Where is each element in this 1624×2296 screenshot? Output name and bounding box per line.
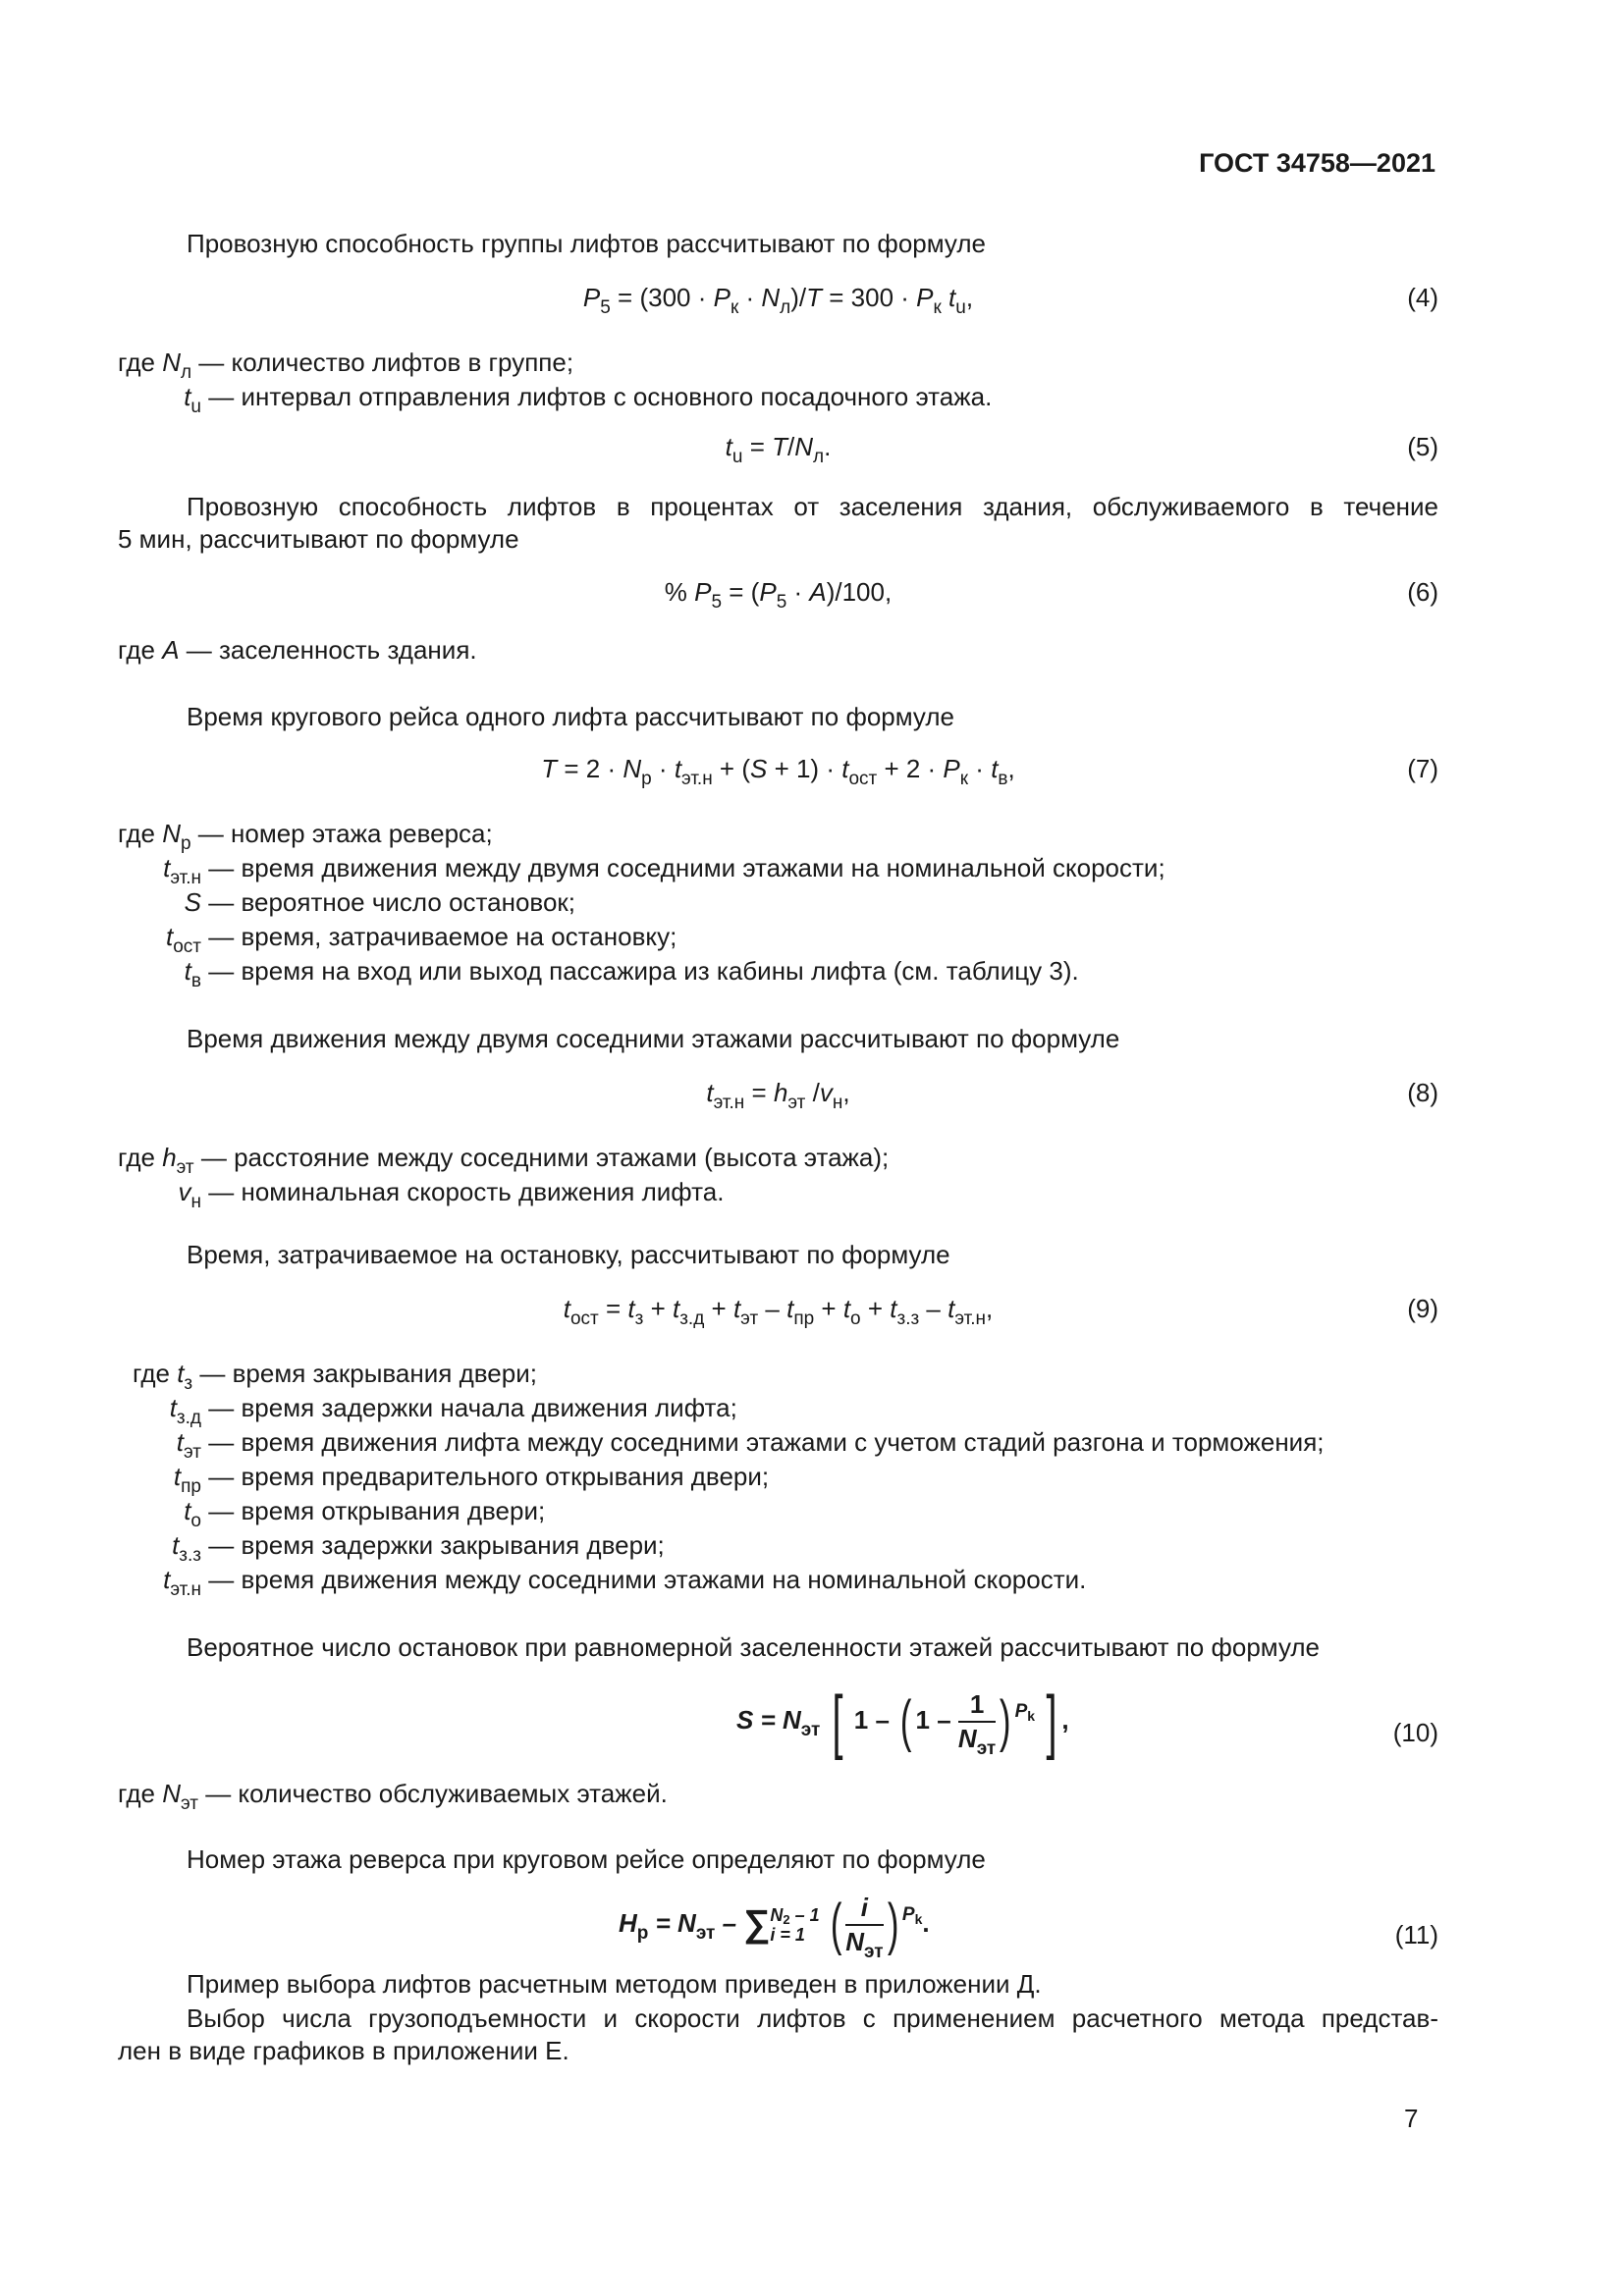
formula-10-expression: $S = N_{эт}$ [ 1 – ( 1 – $\frac{1}{N_{эт}}$ ) $^{P_k}$ ] , (736, 1682, 1069, 1761)
where-9-def-4: — время предварительного открывания двери; (208, 1462, 770, 1491)
formula-5 (118, 432, 1438, 471)
paragraph-2-line-2: 5 мин, рассчитывают по формуле (118, 524, 519, 554)
where-9-def-6: — время задержки закрывания двери; (208, 1530, 665, 1560)
formula-8 (118, 1078, 1438, 1117)
where-4-def-2: — интервал отправления лифтов с основного посадочного этажа. (208, 382, 993, 411)
where-7-line-2: $t_{эт.н}$ — время движения между двумя соседними этажами на номинальной скорости; (163, 853, 1165, 888)
where-9-def-3: — время движения лифта между соседними этажами с учетом стадий разгона и торможения; (208, 1427, 1325, 1457)
where-9-line-3: $t_{эт}$ — время движения лифта между соседними этажами с учетом стадий разгона и торможения; (176, 1427, 1325, 1463)
formula-8-number: (8) (1407, 1078, 1438, 1107)
where-9-def-7: — время движения между соседними этажами на номинальной скорости. (208, 1565, 1087, 1594)
where-9-line-7: $t_{эт.н}$ — время движения между соседними этажами на номинальной скорости. (163, 1565, 1087, 1600)
where-4-def-1: — количество лифтов в группе; (198, 347, 574, 377)
where-9-def-1: — время закрывания двери; (199, 1359, 537, 1388)
where-10-line-1: где $N_{эт}$ — количество обслуживаемых этажей. (118, 1779, 668, 1814)
where-6-def-1: — заселенность здания. (186, 635, 477, 665)
formula-11-expression: $H_p = N_{эт}$ – ∑ $N_2 - 1$ i = 1 ( $\frac{i}{N_{эт}}$ ) $^{P_k}$. (619, 1893, 930, 1962)
paragraph-9-line-2: лен в виде графиков в приложении Е. (118, 2036, 569, 2065)
where-9-line-4: $t_{пр}$ — время предварительного открывания двери; (173, 1462, 770, 1497)
formula-4-number: (4) (1407, 283, 1438, 312)
formula-9 (118, 1294, 1438, 1333)
paragraph-6: Вероятное число остановок при равномерной заселенности этажей рассчитывают по формуле (187, 1632, 1321, 1662)
paragraph-1: Провозную способность группы лифтов рассчитывают по формуле (187, 229, 986, 258)
where-word: где (118, 347, 155, 377)
paragraph-8: Пример выбора лифтов расчетным методом приведен в приложении Д. (187, 1969, 1042, 1999)
where-7-line-3: S — вероятное число остановок; (184, 887, 575, 917)
where-7-line-5: $t_в$ — время на вход или выход пассажира из кабины лифта (см. таблицу 3). (184, 956, 1079, 991)
formula-6 (118, 577, 1438, 616)
where-9-line-6: $t_{з.з}$ — время задержки закрывания двери; (172, 1530, 665, 1566)
formula-4 (118, 283, 1438, 322)
formula-10 (118, 1681, 1438, 1779)
where-9-line-5: $t_о$ — время открывания двери; (184, 1496, 546, 1531)
where-8-def-1: — расстояние между соседними этажами (высота этажа); (200, 1143, 890, 1172)
where-9-line-2: $t_{з.д}$ — время задержки начала движения лифта; (169, 1393, 737, 1428)
formula-11-number: (11) (1394, 1920, 1438, 1949)
formula-7-expression: $T = 2 \cdot N_р \cdot t_{эт.н} + (S + 1) \cdot t_{ост} + 2 \cdot P_к \cdot t_в$, (541, 754, 1015, 789)
where-6-line-1: где A — заселенность здания. (118, 635, 477, 665)
document-id: ГОСТ 34758—2021 (1199, 148, 1435, 178)
formula-7-number: (7) (1407, 754, 1438, 783)
formula-4-expression: $P_5 = (300 \cdot P_к \cdot N_л)/T = 300 \cdot P_к$ $t_u$, (582, 283, 974, 318)
paragraph-2-line-1: Провозную способность лифтов в процентах от заселения здания, обслуживаемого в течение (187, 492, 1438, 521)
paragraph-3: Время кругового рейса одного лифта рассчитывают по формуле (187, 702, 954, 731)
formula-5-number: (5) (1407, 432, 1438, 461)
where-word: где (118, 1779, 155, 1808)
where-word: где (133, 1359, 170, 1388)
where-7-def-1: — номер этажа реверса; (197, 819, 493, 848)
where-7-line-4: $t_{ост}$ — время, затрачиваемое на остановку; (165, 922, 677, 957)
where-7-def-4: — время, затрачиваемое на остановку; (208, 922, 677, 951)
where-7-def-2: — время движения между двумя соседними этажами на номинальной скорости; (208, 853, 1165, 882)
where-7-def-3: — вероятное число остановок; (208, 887, 575, 917)
where-7-def-5: — время на вход или выход пассажира из кабины лифта (см. таблицу 3). (208, 956, 1079, 986)
where-9-line-1: где $t_з$ — время закрывания двери; (133, 1359, 537, 1394)
where-9-def-2: — время задержки начала движения лифта; (208, 1393, 737, 1422)
formula-9-expression: $t_{ост} = t_з + t_{з.д} + t_{эт} - t_{пр} + t_о + t_{з.з} - t_{эт.н}$, (563, 1294, 994, 1329)
paragraph-7: Номер этажа реверса при круговом рейсе определяют по формуле (187, 1844, 986, 1874)
page-number: 7 (1404, 2104, 1419, 2133)
where-8-line-2: $v_н$ — номинальная скорость движения лифта. (178, 1177, 725, 1212)
formula-11 (118, 1887, 1438, 1975)
where-4-line-2: $t_u$ — интервал отправления лифтов с основного посадочного этажа. (184, 382, 993, 417)
formula-10-number: (10) (1392, 1718, 1438, 1747)
formula-5-expression: $t_u = T/N_л$. (725, 432, 832, 467)
formula-9-number: (9) (1407, 1294, 1438, 1323)
where-7-line-1: где $N_р$ — номер этажа реверса; (118, 819, 493, 854)
paragraph-4: Время движения между двумя соседними этажами рассчитывают по формуле (187, 1024, 1120, 1053)
formula-6-expression: % $P_5 = (P_5 \cdot A)/100$, (664, 577, 893, 613)
where-word: где (118, 1143, 155, 1172)
where-word: где (118, 635, 155, 665)
where-9-def-5: — время открывания двери; (208, 1496, 546, 1525)
formula-7 (118, 754, 1438, 793)
formula-8-expression: $t_{эт.н} = h_{эт}$ $/v_н$, (706, 1078, 850, 1113)
where-8-def-2: — номинальная скорость движения лифта. (208, 1177, 725, 1206)
formula-6-number: (6) (1407, 577, 1438, 607)
paragraph-9-line-1: Выбор числа грузоподъемности и скорости лифтов с применением расчетного метода представ- (187, 2003, 1438, 2033)
paragraph-5: Время, затрачиваемое на остановку, рассчитывают по формуле (187, 1240, 950, 1269)
where-8-line-1: где $h_{эт}$ — расстояние между соседними этажами (высота этажа); (118, 1143, 890, 1178)
where-4-line-1: где $N_л$ — количество лифтов в группе; (118, 347, 574, 383)
where-word: где (118, 819, 155, 848)
where-10-def-1: — количество обслуживаемых этажей. (205, 1779, 668, 1808)
